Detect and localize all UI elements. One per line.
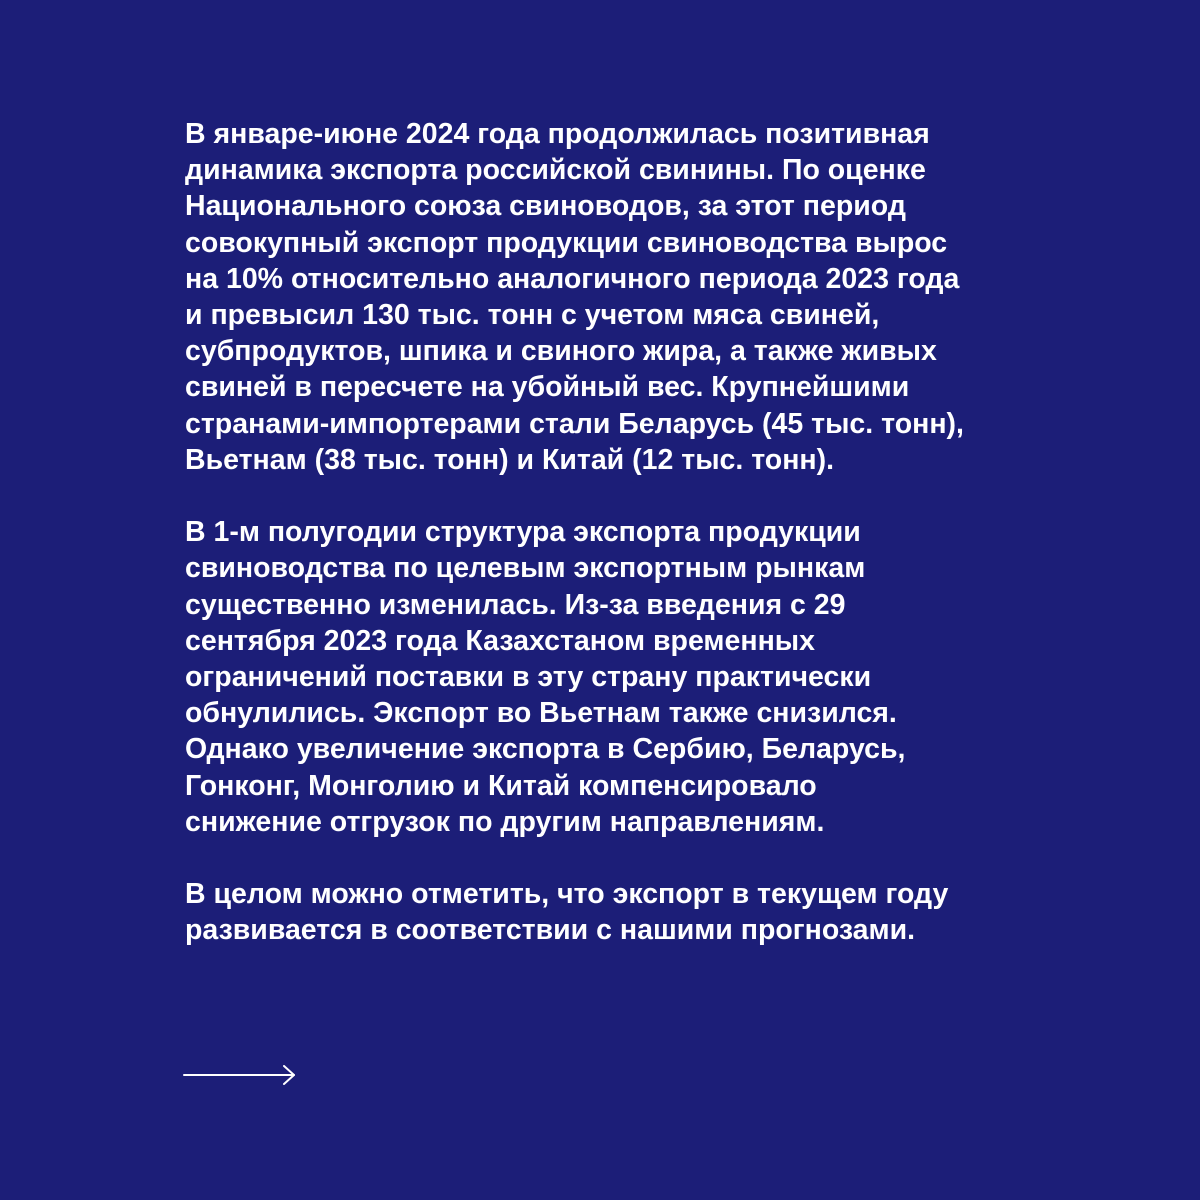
text-line: существенно изменилась. Из-за введения с 29	[185, 588, 846, 621]
paragraph-spacer	[185, 840, 1065, 876]
text-line: развивается в соответствии с нашими прогнозами.	[185, 914, 916, 947]
text-line: Однако увеличение экспорта в Сербию, Беларусь,	[185, 733, 906, 766]
text-line: В 1-м полугодии структура экспорта продукции	[185, 516, 861, 549]
text-line: В целом можно отметить, что экспорт в текущем году	[185, 878, 949, 911]
text-line: динамика экспорта российской свинины. По оценке	[185, 154, 926, 187]
article-text	[185, 116, 1065, 949]
text-line: В январе-июне 2024 года продолжилась позитивная	[185, 118, 930, 150]
text-line: обнулились. Экспорт во Вьетнам также снизился.	[185, 697, 897, 730]
paragraph-spacer	[185, 478, 1065, 514]
text-line: снижение отгрузок по другим направлениям.	[185, 805, 825, 838]
text-line: и превысил 130 тыс. тонн с учетом мяса свиней,	[185, 299, 880, 332]
text-line: субпродуктов, шпика и свиного жира, а также живых	[185, 335, 937, 368]
text-line: сентября 2023 года Казахстаном временных	[185, 624, 815, 657]
text-line: на 10% относительно аналогичного периода 2023 года	[185, 262, 960, 295]
text-line: странами-импортерами стали Беларусь (45 тыс. тонн),	[185, 407, 964, 440]
text-line: свиноводства по целевым экспортным рынкам	[185, 552, 866, 585]
paragraph-1	[185, 116, 1065, 478]
text-line: Национального союза свиноводов, за этот период	[185, 190, 906, 223]
paragraph-2	[185, 514, 1065, 840]
text-line: совокупный экспорт продукции свиноводства вырос	[185, 226, 948, 259]
paragraph-3	[185, 876, 1065, 948]
text-line: ограничений поставки в эту страну практически	[185, 661, 872, 694]
text-line: Вьетнам (38 тыс. тонн) и Китай (12 тыс. тонн).	[185, 443, 835, 476]
arrow-right-icon[interactable]	[183, 1065, 297, 1085]
text-line: Гонконг, Монголию и Китай компенсировало	[185, 769, 817, 802]
text-line: свиней в пересчете на убойный вес. Крупнейшими	[185, 371, 910, 404]
